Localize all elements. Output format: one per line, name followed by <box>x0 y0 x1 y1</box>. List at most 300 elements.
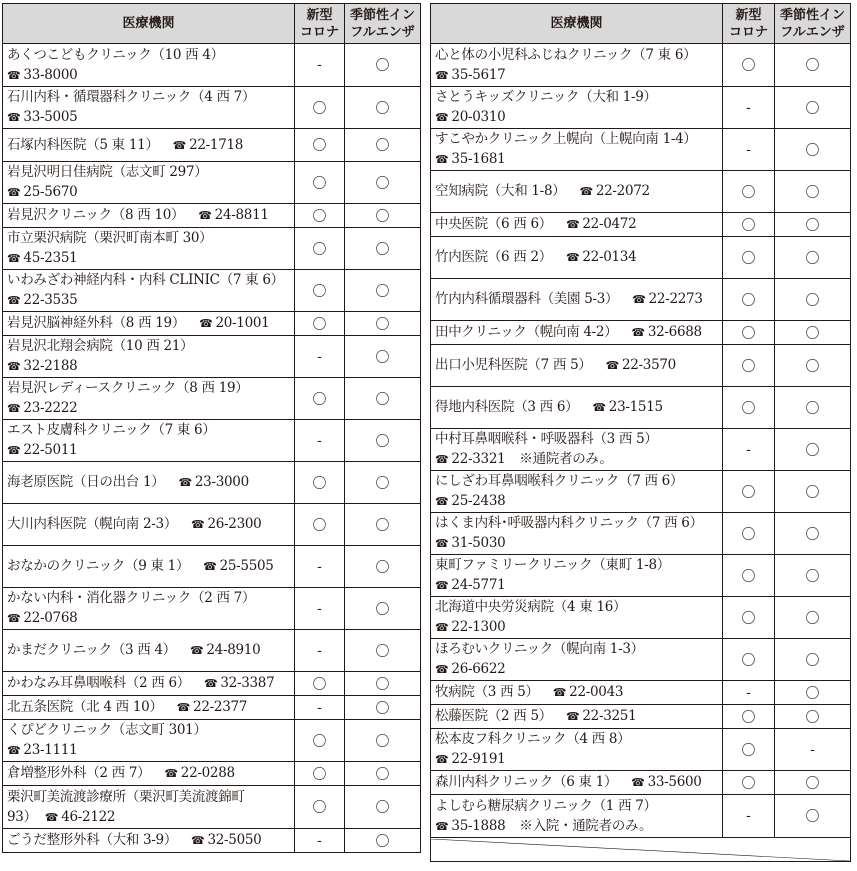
facility-cell <box>3 420 295 462</box>
facility-cell <box>3 87 295 129</box>
facility-cell <box>3 546 295 588</box>
covid-mark: 〇 <box>723 345 775 387</box>
covid-mark: 〇 <box>723 597 775 639</box>
table-row <box>3 44 421 87</box>
phone-number <box>191 832 261 848</box>
flu-mark: 〇 <box>775 129 851 171</box>
table-row <box>431 129 851 171</box>
facility-name: にしざわ耳鼻咽喉科クリニック（7 西 6） <box>435 473 684 489</box>
facility-line2 <box>435 107 718 128</box>
left-table-body <box>3 44 421 853</box>
flu-mark: 〇 <box>345 630 421 672</box>
table-row <box>431 87 851 129</box>
header-flu-line1: 季節性イン <box>349 7 415 23</box>
phone-number-text: 22-0134 <box>582 249 637 265</box>
facility-line2 <box>435 659 718 680</box>
phone-icon: ☎ <box>191 518 205 531</box>
facility-name: 中村耳鼻咽喉科・呼吸器科（3 西 5） <box>435 431 658 447</box>
facility-line2 <box>435 749 718 770</box>
facility-line2 <box>435 491 718 512</box>
flu-mark: 〇 <box>345 228 421 270</box>
phone-number <box>45 809 115 825</box>
phone-icon: ☎ <box>7 444 21 457</box>
phone-icon: ☎ <box>435 68 449 82</box>
facility-name: 松藤医院（2 西 5） <box>435 708 552 724</box>
flu-mark: 〇 <box>775 387 851 429</box>
covid-mark: 〇 <box>295 129 345 162</box>
table-row <box>431 795 851 838</box>
facility-name: 空知病院（大和 1-8） <box>435 183 566 199</box>
facility-name: 海老原医院（日の出台 1） <box>7 474 165 490</box>
facility-name: さとうキッズクリニック（大和 1-9） <box>435 89 657 105</box>
table-row <box>3 129 421 162</box>
covid-mark: 〇 <box>295 228 345 270</box>
facility-name: 北海道中央労災病院（4 東 16） <box>435 599 627 615</box>
clinic-table-right <box>430 3 851 862</box>
phone-number-text: 25-5670 <box>23 184 78 200</box>
phone-icon: ☎ <box>565 710 580 723</box>
facility-name: 田中クリニック（幌向南 4-2） <box>435 324 618 340</box>
clinic-table-left <box>2 3 421 853</box>
table-row <box>3 87 421 129</box>
flu-mark: 〇 <box>345 829 421 853</box>
table-row <box>431 639 851 681</box>
flu-mark: 〇 <box>345 87 421 129</box>
facility-line2 <box>7 807 290 828</box>
facility-cell <box>3 228 295 270</box>
phone-number <box>191 516 261 532</box>
facility-cell <box>3 204 295 228</box>
facility-name: よしむら糖尿病クリニック（1 西 7） <box>435 797 657 814</box>
phone-icon: ☎ <box>565 251 580 264</box>
flu-mark: 〇 <box>345 162 421 204</box>
facility-cell <box>431 597 723 639</box>
covid-mark: - <box>295 588 345 630</box>
flu-mark: 〇 <box>345 762 421 786</box>
phone-number-text: 33-5005 <box>23 109 78 125</box>
phone-number <box>435 619 505 635</box>
phone-number <box>606 357 676 373</box>
phone-number <box>204 675 274 691</box>
facility-note: ※通院者のみ。 <box>519 451 613 467</box>
covid-mark: 〇 <box>723 513 775 555</box>
facility-name: あくつこどもクリニック（10 西 4） <box>7 46 224 63</box>
phone-icon: ☎ <box>7 744 21 757</box>
phone-number-text: 32-6688 <box>647 324 702 340</box>
phone-number-text: 35-1888 <box>451 817 506 834</box>
table-row <box>431 321 851 345</box>
header-covid-line2: コロナ <box>299 24 339 40</box>
phone-number <box>203 558 273 574</box>
phone-number <box>435 577 505 593</box>
phone-number-text: 22-3535 <box>23 292 78 308</box>
phone-number-text: 45-2351 <box>23 250 78 266</box>
facility-name: 岩見沢明日佳病院（志文町 297） <box>7 164 208 180</box>
facility-line2 <box>7 182 290 203</box>
flu-mark: 〇 <box>345 546 421 588</box>
facility-cell <box>431 321 723 345</box>
facility-name: 出口小児科医院（7 西 5） <box>435 357 592 373</box>
facility-name: 北五条医院（北 4 西 10） <box>7 699 163 715</box>
covid-mark: 〇 <box>295 786 345 829</box>
phone-icon: ☎ <box>435 579 449 592</box>
facility-name: 松本皮フ科クリニック（4 西 8） <box>435 731 631 747</box>
header-facility: 医療機関 <box>431 4 723 44</box>
phone-number <box>566 249 636 265</box>
phone-icon: ☎ <box>579 185 593 198</box>
phone-icon: ☎ <box>435 663 449 676</box>
facility-cell <box>3 44 295 87</box>
phone-number-text: 23-1111 <box>23 742 78 758</box>
facility-cell <box>3 270 295 312</box>
table-row <box>3 504 421 546</box>
phone-icon: ☎ <box>435 153 449 166</box>
covid-mark: 〇 <box>295 462 345 504</box>
phone-icon: ☎ <box>7 252 21 265</box>
facility-cell <box>431 44 723 87</box>
phone-icon: ☎ <box>435 453 449 466</box>
phone-number <box>178 474 248 490</box>
flu-mark: - <box>775 729 851 771</box>
phone-number <box>177 699 247 715</box>
phone-icon: ☎ <box>435 495 449 508</box>
phone-number <box>566 216 636 232</box>
facility-name: 森川内科クリニック（6 東 1） <box>435 774 618 790</box>
phone-number-text: 24-8811 <box>214 207 269 223</box>
facility-name: 心と体の小児科ふじねクリニック（7 東 6） <box>435 46 697 63</box>
facility-name-cont: 93） <box>7 808 37 825</box>
flu-mark: 〇 <box>345 672 421 696</box>
phone-number <box>435 493 505 509</box>
phone-number <box>7 67 77 83</box>
phone-number <box>435 535 505 551</box>
phone-number <box>198 207 268 223</box>
phone-number <box>164 765 234 781</box>
table-row <box>3 672 421 696</box>
facility-cell <box>3 462 295 504</box>
facility-line2 <box>435 533 718 554</box>
phone-number-text: 33-8000 <box>23 66 78 83</box>
table-row <box>3 378 421 420</box>
phone-number <box>435 67 505 83</box>
facility-line2 <box>7 608 290 629</box>
covid-mark: - <box>295 829 345 853</box>
phone-number-text: 24-8910 <box>206 642 261 658</box>
phone-icon: ☎ <box>172 138 187 152</box>
flu-mark: 〇 <box>345 44 421 87</box>
flu-mark: 〇 <box>345 696 421 720</box>
phone-icon: ☎ <box>592 401 606 414</box>
facility-name: 竹内医院（6 西 2） <box>435 249 552 265</box>
facility-cell <box>431 681 723 705</box>
table-row <box>3 786 421 829</box>
phone-number <box>7 250 77 266</box>
table-row <box>431 555 851 597</box>
flu-mark: 〇 <box>345 588 421 630</box>
flu-mark: 〇 <box>775 44 851 87</box>
phone-number-text: 22-2377 <box>193 699 248 715</box>
phone-number <box>7 442 77 458</box>
facility-name: ほろむいクリニック（幌向南 1-3） <box>435 641 644 657</box>
covid-mark: - <box>723 795 775 838</box>
facility-name: 倉増整形外科（2 西 7） <box>7 765 151 781</box>
phone-number-text: 22-2072 <box>595 183 650 199</box>
phone-number-text: 22-3321 <box>451 451 506 467</box>
flu-mark: 〇 <box>345 270 421 312</box>
phone-number-text: 22-3570 <box>621 357 676 373</box>
facility-cell <box>431 171 723 213</box>
facility-line2 <box>435 575 718 596</box>
phone-number-text: 23-1515 <box>608 399 663 415</box>
flu-mark: 〇 <box>775 87 851 129</box>
table-row <box>3 630 421 672</box>
phone-number-text: 22-1718 <box>189 136 244 153</box>
flu-mark: 〇 <box>775 513 851 555</box>
facility-name: おなかのクリニック（9 東 1） <box>7 558 190 574</box>
facility-name: 市立栗沢病院（栗沢町南本町 30） <box>7 230 213 246</box>
facility-cell <box>431 213 723 237</box>
phone-number-text: 25-5505 <box>219 558 274 574</box>
facility-cell <box>431 279 723 321</box>
phone-number <box>7 400 77 416</box>
phone-icon: ☎ <box>176 701 191 714</box>
flu-mark: 〇 <box>775 639 851 681</box>
phone-number-text: 22-0288 <box>180 765 235 781</box>
phone-number <box>7 610 77 626</box>
flu-mark: 〇 <box>345 786 421 829</box>
facility-line2 <box>435 617 718 638</box>
phone-number-text: 23-3000 <box>194 474 249 490</box>
phone-icon: ☎ <box>552 686 567 699</box>
phone-icon: ☎ <box>631 776 645 789</box>
phone-number-text: 24-5771 <box>451 577 506 593</box>
phone-number <box>435 109 505 125</box>
table-row <box>431 237 851 279</box>
facility-line2 <box>7 65 290 86</box>
phone-number <box>435 661 505 677</box>
facility-name: 岩見沢クリニック（8 西 10） <box>7 207 185 223</box>
phone-number <box>435 451 505 467</box>
flu-mark: 〇 <box>775 705 851 729</box>
phone-number-text: 26-6622 <box>451 661 506 677</box>
table-row <box>3 420 421 462</box>
covid-mark: - <box>723 87 775 129</box>
facility-cell <box>431 771 723 795</box>
facility-cell <box>3 129 295 162</box>
facility-name: 東町ファミリークリニック（東町 1-8） <box>435 557 670 573</box>
table-row <box>431 279 851 321</box>
table-row <box>3 829 421 853</box>
table-row <box>3 762 421 786</box>
phone-icon: ☎ <box>199 317 213 330</box>
table-row <box>3 720 421 762</box>
covid-mark: 〇 <box>723 279 775 321</box>
phone-icon: ☎ <box>189 644 204 657</box>
facility-name: すこやかクリニック上幌向（上幌向南 1-4） <box>435 131 697 147</box>
flu-mark: 〇 <box>775 471 851 513</box>
phone-number-text: 22-0472 <box>582 216 637 232</box>
flu-mark: 〇 <box>345 420 421 462</box>
phone-icon: ☎ <box>7 360 21 373</box>
facility-line2 <box>435 449 718 470</box>
phone-number-text: 23-2222 <box>23 400 78 416</box>
phone-number-text: 26-2300 <box>207 516 262 532</box>
header-flu-line1: 季節性イン <box>779 7 845 23</box>
flu-mark: 〇 <box>775 321 851 345</box>
phone-icon: ☎ <box>191 834 205 847</box>
phone-icon: ☎ <box>7 612 21 625</box>
phone-number-text: 20-0310 <box>451 109 506 125</box>
table-row <box>431 213 851 237</box>
header-facility: 医療機関 <box>3 4 295 44</box>
header-covid-line1: 新型 <box>306 7 333 23</box>
header-row <box>3 4 421 44</box>
facility-cell <box>431 387 723 429</box>
empty-row <box>431 838 851 862</box>
phone-number <box>7 292 77 308</box>
flu-mark: 〇 <box>775 795 851 838</box>
covid-mark: 〇 <box>295 204 345 228</box>
facility-name: 栗沢町美流渡診療所（栗沢町美流渡錦町 <box>7 788 245 805</box>
table-row <box>3 204 421 228</box>
facility-cell <box>431 513 723 555</box>
phone-icon: ☎ <box>7 294 21 307</box>
phone-number <box>631 324 701 340</box>
phone-number-text: 25-2438 <box>451 493 506 509</box>
covid-mark: - <box>295 420 345 462</box>
phone-icon: ☎ <box>435 621 449 634</box>
facility-line2 <box>7 290 290 311</box>
facility-cell <box>3 829 295 853</box>
table-row <box>431 171 851 213</box>
phone-number <box>435 818 505 834</box>
phone-icon: ☎ <box>435 111 449 124</box>
covid-mark: 〇 <box>295 312 345 336</box>
facility-cell <box>3 762 295 786</box>
phone-icon: ☎ <box>605 359 619 372</box>
facility-cell <box>3 588 295 630</box>
covid-mark: - <box>295 546 345 588</box>
facility-name: くぴどクリニック（志文町 301） <box>7 722 207 738</box>
covid-mark: - <box>723 681 775 705</box>
facility-cell <box>3 504 295 546</box>
phone-number-text: 32-2188 <box>23 358 78 374</box>
phone-icon: ☎ <box>203 560 217 573</box>
phone-number-text: 31-5030 <box>451 535 506 551</box>
table-row <box>3 588 421 630</box>
flu-mark: 〇 <box>345 462 421 504</box>
diagonal-slash <box>431 839 850 861</box>
facility-name: 得地内科医院（3 西 6） <box>435 399 579 415</box>
phone-icon: ☎ <box>164 767 178 780</box>
header-row <box>431 4 851 44</box>
facility-line2 <box>7 356 290 377</box>
facility-cell <box>3 312 295 336</box>
covid-mark: 〇 <box>295 270 345 312</box>
covid-mark: 〇 <box>723 387 775 429</box>
covid-mark: 〇 <box>723 705 775 729</box>
covid-mark: - <box>295 44 345 87</box>
covid-mark: 〇 <box>295 720 345 762</box>
phone-number <box>7 109 77 125</box>
phone-number <box>592 399 662 415</box>
facility-name: 牧病院（3 西 5） <box>435 684 539 700</box>
covid-mark: - <box>295 696 345 720</box>
flu-mark: 〇 <box>345 129 421 162</box>
covid-mark: 〇 <box>295 87 345 129</box>
phone-number-text: 33-5600 <box>647 774 702 790</box>
phone-number-text: 32-3387 <box>220 675 275 691</box>
phone-number-text: 22-5011 <box>23 442 78 458</box>
flu-mark: 〇 <box>775 555 851 597</box>
table-row <box>431 771 851 795</box>
phone-number-text: 32-5050 <box>207 832 262 848</box>
phone-icon: ☎ <box>7 111 21 124</box>
flu-mark: 〇 <box>775 237 851 279</box>
covid-mark: 〇 <box>723 555 775 597</box>
facility-name: かない内科・消化器クリニック（2 西 7） <box>7 590 256 606</box>
phone-number <box>7 358 77 374</box>
table-row <box>431 729 851 771</box>
facility-name: 岩見沢北翔会病院（10 西 21） <box>7 338 194 354</box>
facility-name: 岩見沢レディースクリニック（8 西 19） <box>7 380 249 396</box>
table-row <box>3 312 421 336</box>
phone-number-text: 22-3251 <box>582 708 637 724</box>
covid-mark: - <box>295 336 345 378</box>
phone-number <box>435 151 505 167</box>
header-covid <box>295 4 345 44</box>
facility-cell <box>431 795 723 838</box>
phone-icon: ☎ <box>435 537 449 550</box>
flu-mark: 〇 <box>345 204 421 228</box>
phone-number <box>190 642 260 658</box>
facility-line2 <box>7 398 290 419</box>
phone-icon: ☎ <box>7 68 21 82</box>
facility-line2 <box>435 816 718 837</box>
facility-cell <box>431 345 723 387</box>
facility-name: ごうだ整形外科（大和 3-9） <box>7 832 178 848</box>
facility-cell <box>431 87 723 129</box>
table-row <box>431 471 851 513</box>
phone-number <box>7 184 77 200</box>
flu-mark: 〇 <box>775 345 851 387</box>
phone-number-text: 22-0043 <box>569 684 624 700</box>
facility-cell <box>431 639 723 681</box>
flu-mark: 〇 <box>345 720 421 762</box>
phone-number <box>7 742 77 758</box>
phone-icon: ☎ <box>178 476 192 489</box>
phone-icon: ☎ <box>435 819 449 833</box>
facility-name: はくま内科･呼吸器内科クリニック（7 西 6） <box>435 515 703 531</box>
phone-number <box>632 291 702 307</box>
header-flu <box>775 4 851 44</box>
phone-number <box>199 315 269 331</box>
phone-icon: ☎ <box>565 218 580 231</box>
covid-mark: - <box>723 429 775 471</box>
covid-mark: 〇 <box>723 44 775 87</box>
table-row <box>431 387 851 429</box>
facility-name: かまだクリニック（3 西 4） <box>7 642 176 658</box>
table-row <box>3 462 421 504</box>
flu-mark: 〇 <box>775 171 851 213</box>
flu-mark: 〇 <box>345 504 421 546</box>
phone-icon: ☎ <box>7 186 21 199</box>
header-flu-line2: フルエンザ <box>780 24 845 40</box>
table-row <box>431 705 851 729</box>
table-row <box>431 345 851 387</box>
phone-number-text: 22-2273 <box>648 291 703 307</box>
flu-mark: 〇 <box>345 378 421 420</box>
